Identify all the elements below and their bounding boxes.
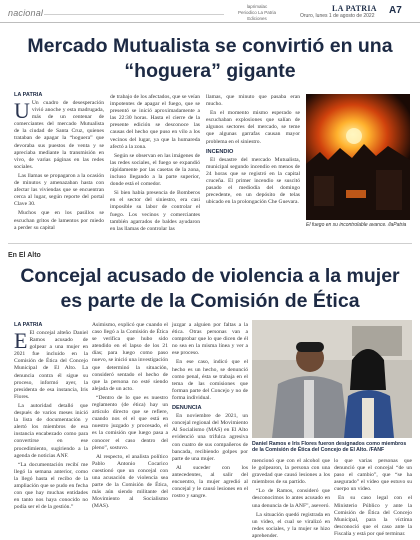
- story2-byline: LA PATRIA: [14, 322, 43, 328]
- story1-para-3: Muchos que en los pasillos se escuchan gritos de lamentos por miedo a perder su capital: [14, 210, 104, 231]
- story2-para-14: lo que varias personas que denunció que el concejal “de un paso el cambio”, que “se ha asegurado” el video que estuvo su cuerpo un video.: [334, 458, 412, 493]
- story1-column-3: [206, 94, 300, 208]
- story2-para-11: mencionó que con el alcohol que le golpearon, la persona con una gravedad que causó lesiones a los miembros de su partido.: [252, 458, 330, 486]
- dropcap: E: [14, 328, 28, 353]
- fire-photo-image: [306, 94, 410, 220]
- page-number: A7: [389, 5, 402, 16]
- story2-headline: Concejal acusado de violencia a la mujer es parte de la Comisión de Ética: [20, 265, 400, 312]
- story1-column-2: [110, 94, 200, 235]
- story1-para-1: Un cuadro de desesperación vivió anoche y esta madrugada, más de un centenar de comerciantes del mercado Mutualista de la ciudad de Santa Cruz, quienes trataban de apagar la “hoguera” que devoraba sus puestos de venta y se apreciaba mediante la transmisión en vivo, de varias páginas en las redes sociales.: [14, 100, 104, 170]
- location-label: En El Alto: [8, 252, 41, 259]
- story2-para-13: La situación quedó registrada en un video, el cual se viralizó en redes sociales, y la mujer se hizo aprehender.: [252, 511, 330, 539]
- officials-photo: [252, 320, 412, 438]
- story2-para-4: Asimismo, explicó que cuando el caso llegó a la Comisión de Ética se verifica que hubo sido atendido en el lapso de los 21 días; para luego como paso nuevo, se inició una investigación que determinó la situación, consideró sentado el hecho de que la persona no esté siendo alejada de un acto.: [92, 322, 168, 392]
- story1-column-1: [14, 100, 104, 234]
- story2-column-4: [252, 458, 330, 539]
- story2-para-8: En ese caso, indicó que el hecho es un hecho, se denunció como penal, ésta se trabaja en el tema de las comisiones que forman parte del Concejo y no de forma individual.: [172, 359, 248, 401]
- story1-para-4: de trabajo de los afectados, que se veían impotentes de apagar el fuego, que se presentó se inició aproximadamente a las 22:30 horas. Hasta el cierre de la presente edición se desconoce las causas del hecho que puso en vilo a los vecinos del lugar, ya que la humareda afectó a la zona.: [110, 94, 200, 150]
- story2-para-9: En noviembre de 2021, un concejal regional del Movimiento Al Socialismo (MAS) en El Alto evidenció una trifulca agresiva con cuatro de sus compañeros de bancada, recibiendo golpes por parte de una mujer.: [172, 413, 248, 462]
- story1-para-9: El desastre del mercado Mutualista, municipal segundo incendio en menos de 24 horas que se registró en la capital cruceña. El primer incendio se suscitó pasado el mediodía del domingo precedente, en un depósito de telas ubicado en la prolongación Che Guevara.: [206, 156, 300, 206]
- story2-para-5: “Dentro de lo que es nuestro reglamento (de ética) hay un artículo directo que se refiere, cuando nos el el que está en nuestro juzgado y procesado, el es la comisión que luego pasa a conocer el caso dentro del pleno”, sostuvo.: [92, 394, 168, 451]
- story2-para-3: “La documentación recibí me llegó la semana anterior, como la llegó hasta el recibo de la ampliación que se pudo en fecha con que hay muchas entidades en tanto nos haya conocido no podía ser el de la gestión.”: [14, 461, 88, 511]
- story-divider: [8, 243, 412, 244]
- header-social: [232, 4, 282, 22]
- story2-subhead: DENUNCIA: [172, 405, 202, 412]
- story2-para-10: Al suceder con los antecedentes, al salir del encuentro, la mujer agredió al concejal y le causó lesiones en el rostro y sangre.: [172, 464, 248, 500]
- story1-para-8: En el momento mismo esperado se escuchaban explosiones que salían de algunos sectores del mercado, se teme que algunas garrafas causan mayor problema en el siniestro.: [206, 110, 300, 145]
- dropcap: U: [14, 98, 30, 123]
- story2-para-2: La autoridad detalló que después de varios meses inició la lista de documentación y alertó los miembros de esa instancia encabezado como para convertirse en ese procedimiento, sugiriendo a la agenda de noticias ANF.: [14, 402, 88, 459]
- section-label: nacional: [8, 8, 44, 18]
- story1-headline: Mercado Mutualista se convirtió en una “hoguera” gigante: [27, 35, 393, 82]
- story2-column-2: [92, 322, 168, 512]
- fire-photo: [306, 94, 410, 220]
- story2-para-6: Al respecto, el analista político Pablo Antonio Cocarico cuestionó que un concejal con una acusación de violencia sea parte de la Comisión de Ética, más aún siendo militante del Movimiento al Socialismo (MAS).: [92, 453, 168, 510]
- section-divider: [44, 14, 224, 15]
- story1-para-5: Según se observan en las imágenes de las redes sociales, el fuego se expandió rápidamente por las casetas de la zona, incluso llegando a la parte superior, donde está el comedor.: [110, 152, 200, 188]
- officials-photo-caption: Daniel Ramos e Iris Flores fueron designados como miembros de la Comisión de Ética del Concejo de El Alto. /FANF: [252, 441, 407, 454]
- story1-para-7: llamas, que minuto que pasaba eran mucho.: [206, 94, 300, 108]
- story2-para-1: El concejal alteño Daniel Ramos acusado de golpear a una mujer en 2021 fue incluido en la Comisión de Ética del Concejo Municipal de El Alto. La denuncia contra él sigue su proceso, informó ayer, la presidenta de esa instancia, Iris Flores.: [14, 330, 88, 400]
- story2-para-15: En su caso legal con el Ministerio Público y ante la Comisión de Ética del Concejo Municipal, para la víctima desconoció que el caso ante la Fiscalía y está por qué terminar.: [334, 495, 412, 537]
- newspaper-logo: LA PATRIA: [332, 4, 377, 13]
- story2-para-7: juzgar a alguien por faltas a la ética. Otras personas van a comprobar que lo que dicen de él no sea en la misma línea y ver a ese proceso.: [172, 322, 248, 357]
- header-divider: [0, 22, 420, 23]
- story2-para-12: “Lo de Ramos, consideró que desconocimos lo antes acusado en una denuncia de la ANF”, aseveró.: [252, 488, 330, 509]
- officials-photo-image: [252, 320, 412, 438]
- fire-photo-caption: El fuego en su incontrolable avance. /laPatria: [306, 222, 407, 228]
- story2-column-5: [334, 458, 412, 537]
- story1-para-2: Las llamas se propagaron a la ocasión de minutos y amenazaban hasta con afectar las viviendas que se encuentran cerca al lugar, según reporte del portal Clave 30.: [14, 172, 104, 208]
- dateline: Oruro, lunes 1 de agosto de 2022: [300, 13, 375, 19]
- story2-column-1: [14, 330, 88, 513]
- story2-column-3: [172, 322, 248, 502]
- story1-byline: LA PATRIA: [14, 92, 43, 98]
- story1-subhead: INCENDIO: [206, 148, 234, 155]
- header-social-page: Periodico La Patria Ediciones: [237, 10, 277, 21]
- story1-para-6: Si bien había presencia de Bomberos en el sector del siniestro, era casi imposible su labor de controlar el fuego. Los vecinos y comerciantes también agarrados de baldes ayudaron en las llamas de controlar las: [110, 190, 200, 232]
- header-social-handle: laprimalac: [246, 4, 268, 9]
